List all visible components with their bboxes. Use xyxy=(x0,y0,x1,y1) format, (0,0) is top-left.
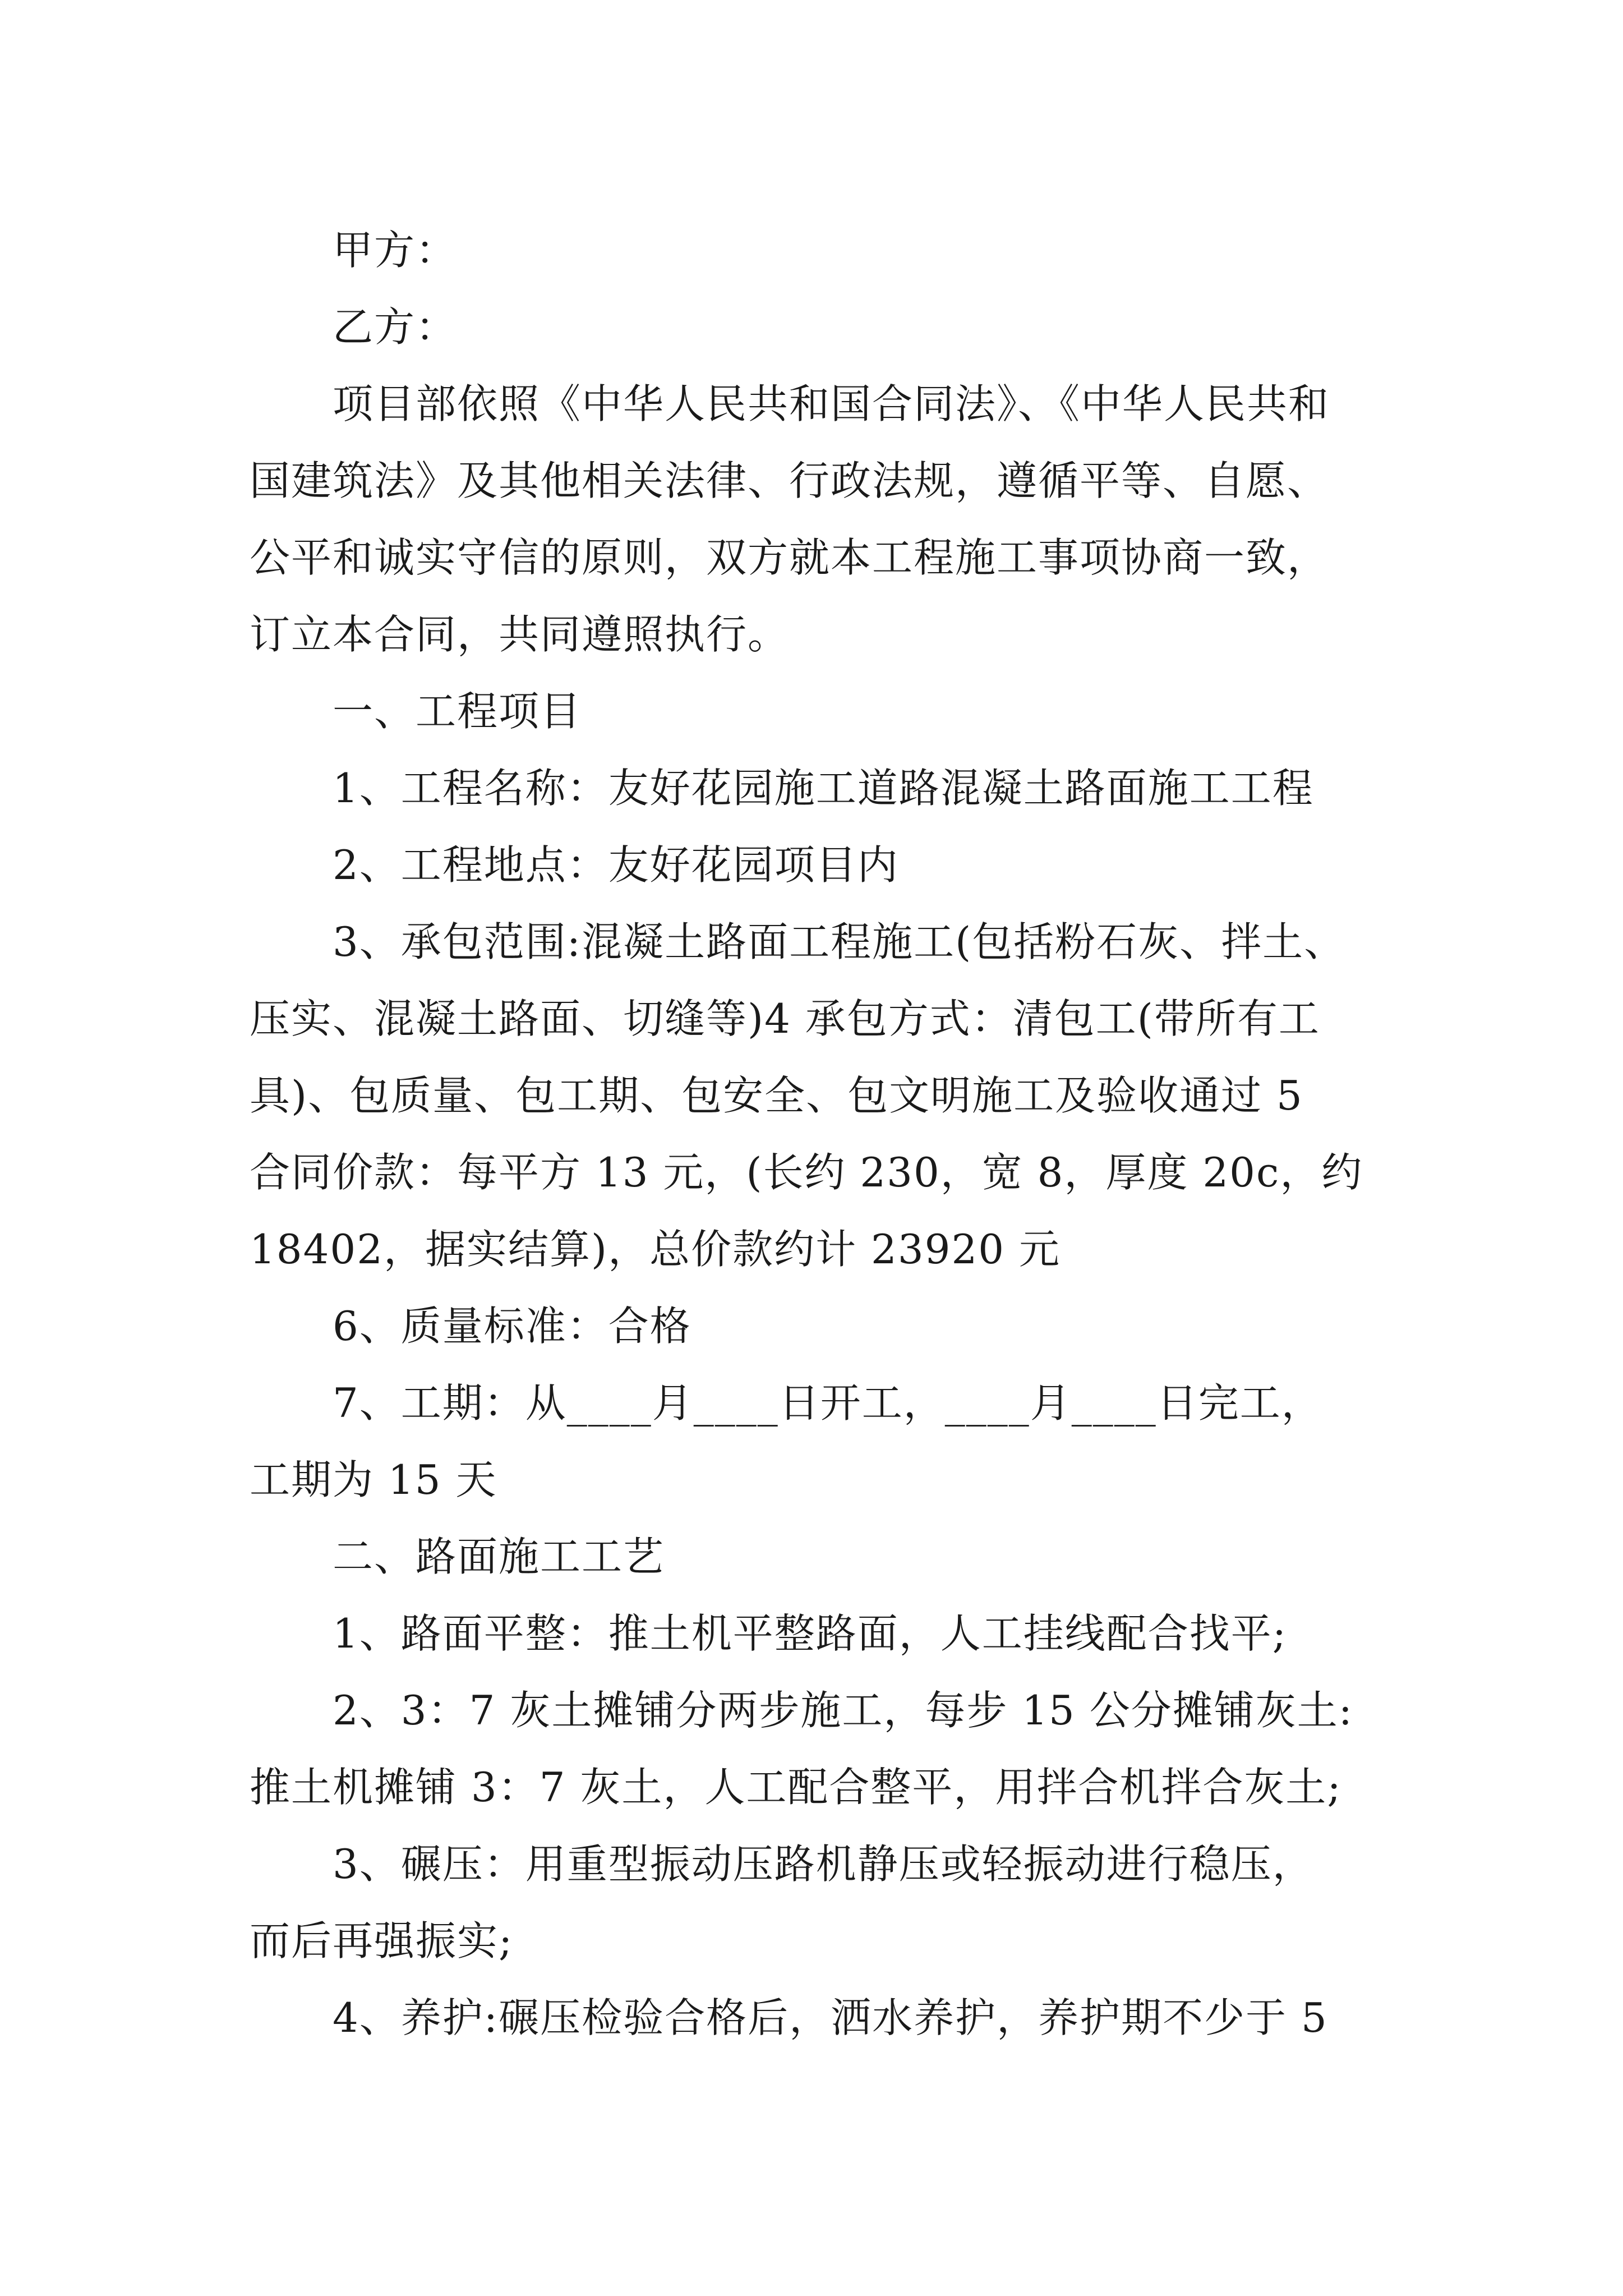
clause-line: 压实、混凝土路面、切缝等)4 承包方式：清包工(带所有工 xyxy=(250,995,1320,1042)
party-b-line: 乙方： xyxy=(333,303,458,351)
clause-line: 3、承包范围:混凝土路面工程施工(包括粉石灰、拌土、 xyxy=(333,918,1346,965)
section-heading: 一、工程项目 xyxy=(333,688,582,735)
clause-line: 3、碾压：用重型振动压路机静压或轻振动进行稳压， xyxy=(333,1841,1314,1888)
clause-line: 而后再强振实; xyxy=(250,1917,514,1964)
preamble-line: 公平和诚实守信的原则，双方就本工程施工事项协商一致， xyxy=(250,534,1329,581)
party-a-line: 甲方： xyxy=(333,227,458,274)
clause-line: 合同价款：每平方 13 元，(长约 230，宽 8，厚度 20c，约 xyxy=(250,1149,1363,1196)
clause-line: 推土机摊铺 3：7 灰土，人工配合整平，用拌合机拌合灰土; xyxy=(250,1764,1342,1811)
clause-line: 6、质量标准：合格 xyxy=(333,1303,691,1350)
clause-line: 7、工期：从____月____日开工，____月____日完工， xyxy=(333,1379,1323,1427)
preamble-line: 订立本合同，共同遵照执行。 xyxy=(250,611,790,658)
clause-line: 2、3：7 灰土摊铺分两步施工，每步 15 公分摊铺灰土: xyxy=(333,1687,1353,1734)
clause-line: 具)、包质量、包工期、包安全、包文明施工及验收通过 5 xyxy=(250,1072,1303,1119)
preamble-line: 项目部依照《中华人民共和国合同法》、《中华人民共和 xyxy=(333,380,1330,427)
clause-line: 1、工程名称：友好花园施工道路混凝土路面施工工程 xyxy=(333,765,1314,812)
section-heading: 二、路面施工工艺 xyxy=(333,1533,665,1580)
contract-text xyxy=(250,212,1394,2056)
clause-line: 18402，据实结算)，总价款约计 23920 元 xyxy=(250,1226,1061,1273)
clause-line: 4、养护:碾压检验合格后，洒水养护，养护期不少于 5 xyxy=(333,1994,1328,2041)
clause-line: 1、路面平整：推土机平整路面，人工挂线配合找平; xyxy=(333,1610,1288,1657)
clause-line: 工期为 15 天 xyxy=(250,1456,497,1503)
clause-line: 2、工程地点：友好花园项目内 xyxy=(333,841,899,889)
preamble-line: 国建筑法》及其他相关法律、行政法规，遵循平等、自愿、 xyxy=(250,457,1329,504)
